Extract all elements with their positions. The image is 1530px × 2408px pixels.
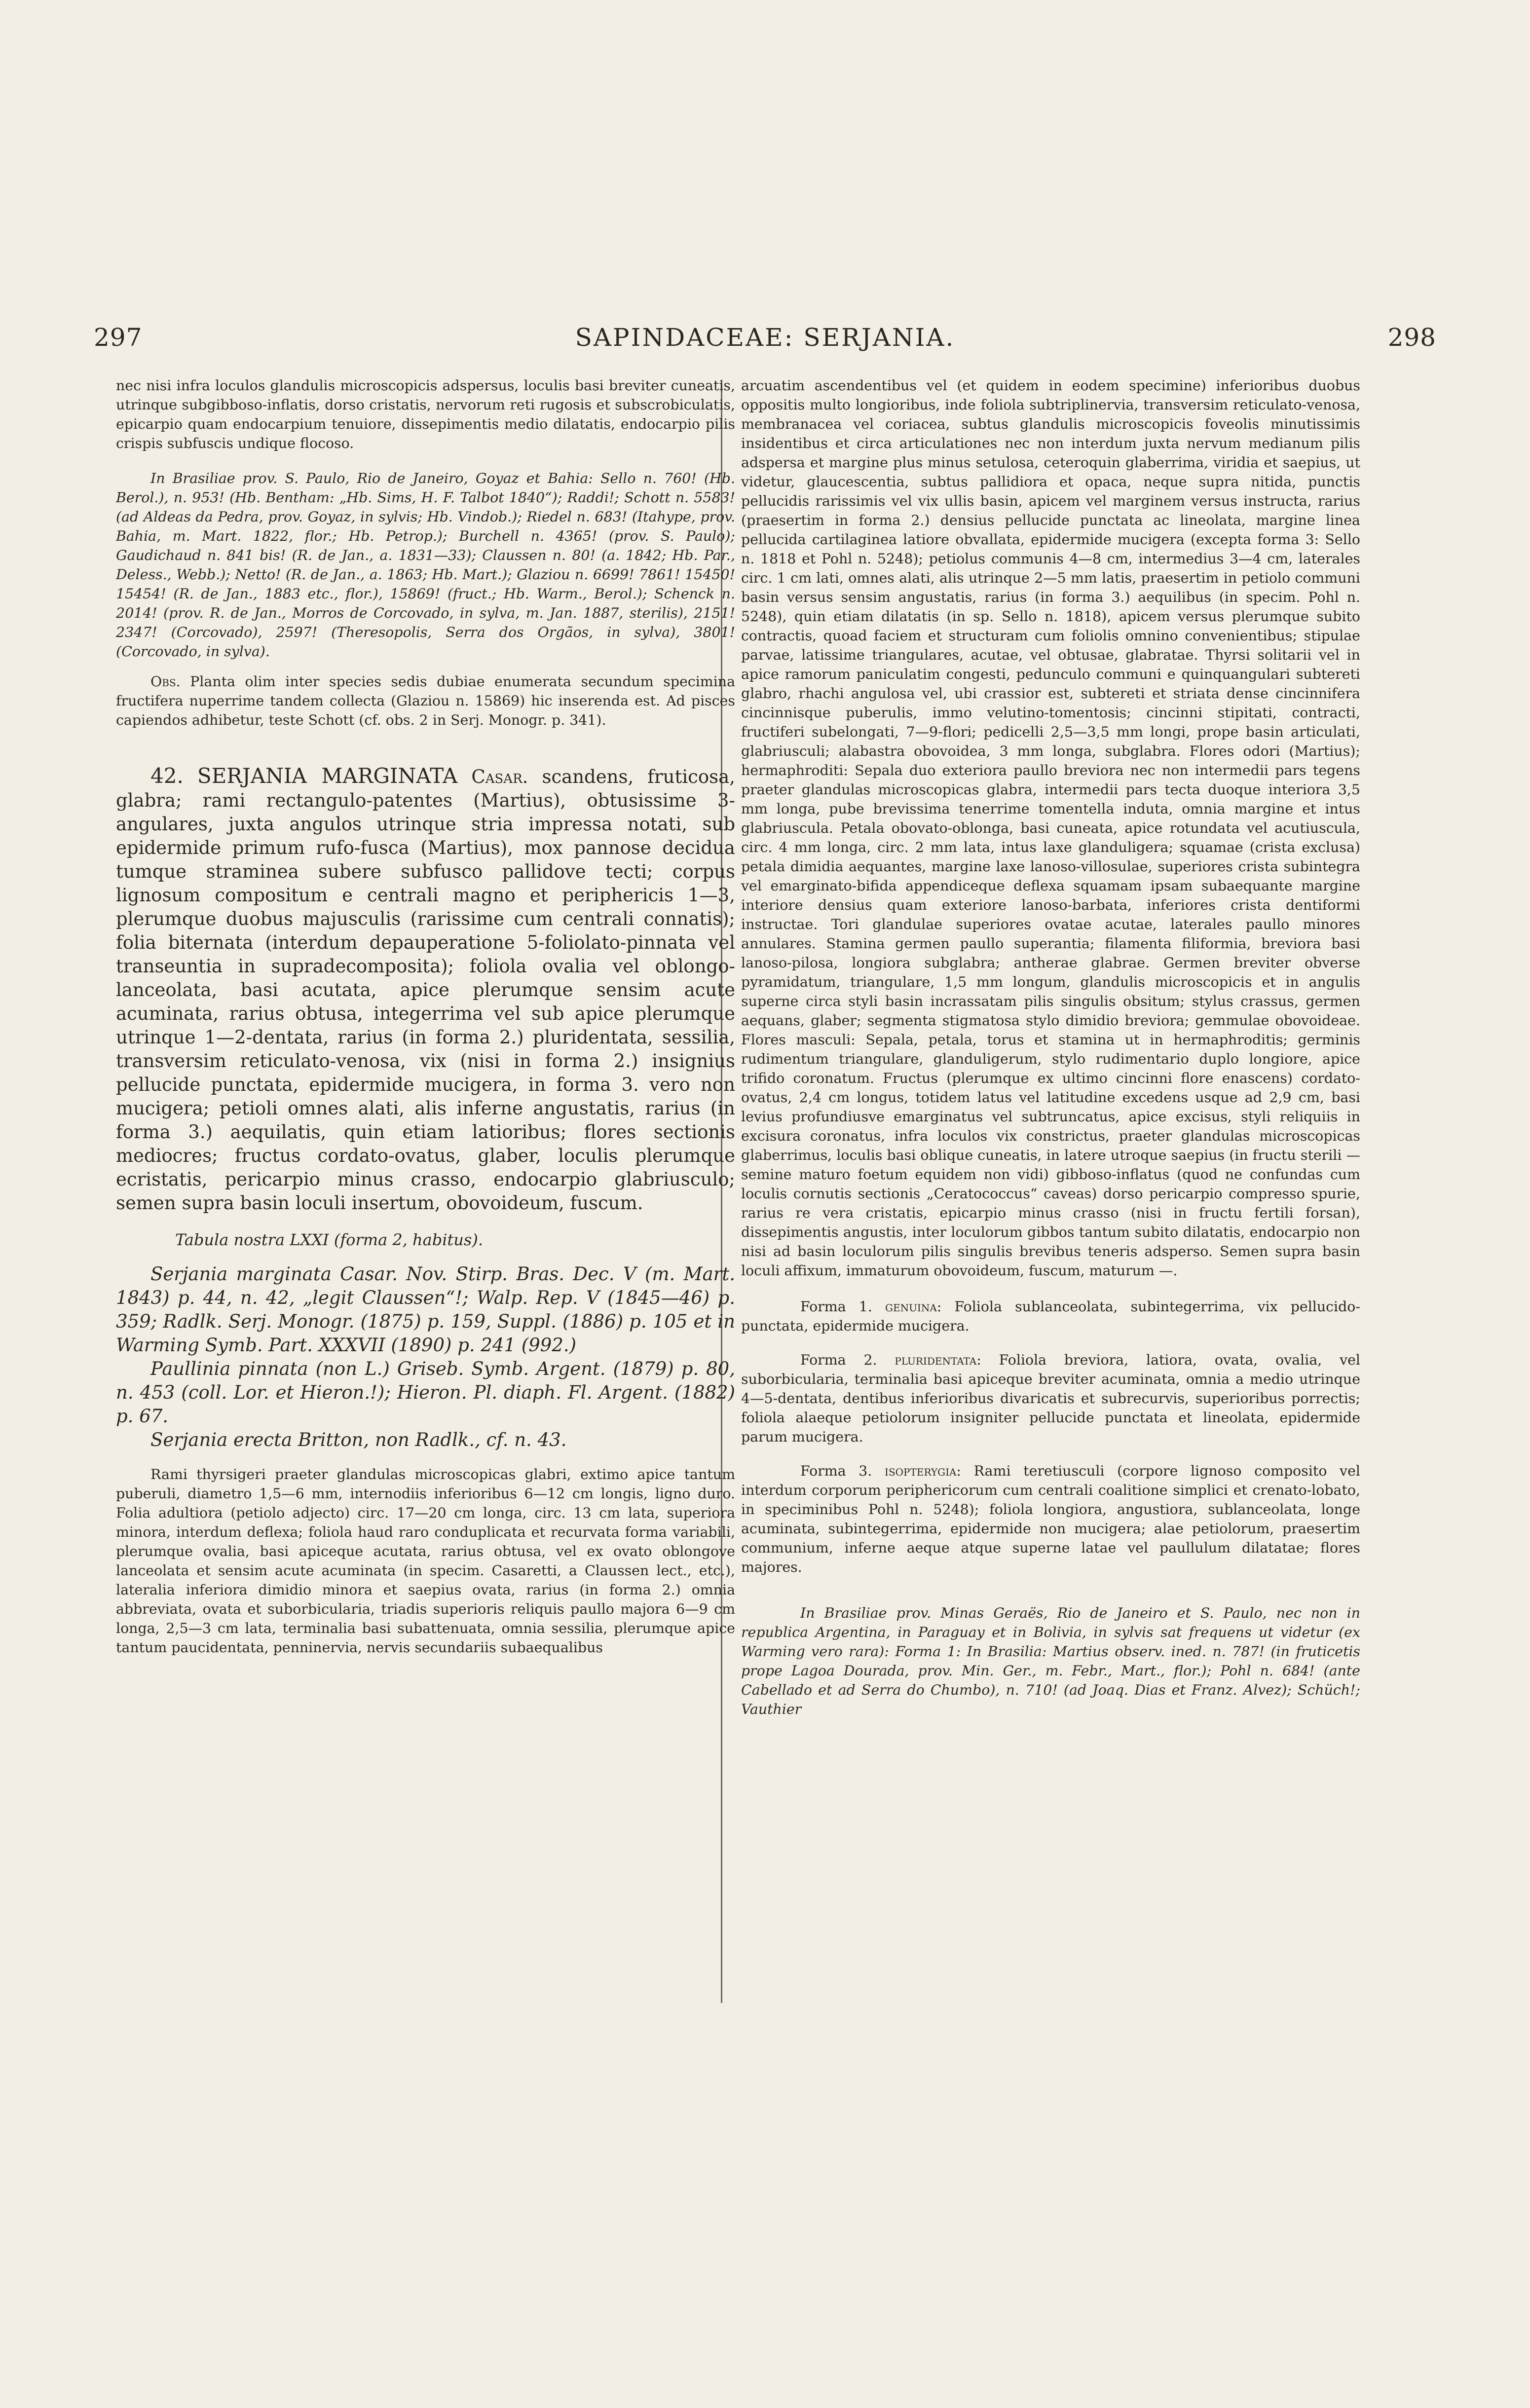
forma-2-name: pluridentata <box>895 1352 977 1368</box>
species-number: 42. <box>150 764 184 788</box>
forma-2-label: Forma 2. <box>800 1352 877 1368</box>
species-desc-text: scandens, fruticosa, glabra; rami rectangulo-patentes (Martius), obtusissime 3-angulares, juxta angulos utrinque stria impressa notati, sub epidermide primum rufo-fusca (Martius), mox pannose decidua tumque straminea subere subfusco pallidove tecti; corpus lignosum compositum e centrali magno et periphericis 1—3, plerumque duobus majusculis (rarissime cum centrali connatis); folia biternata (interdum depauperatione 5-foliolato-pinnata vel transeuntia in supradecomposita); foliola ovalia vel oblongo-lanceolata, basi acutata, apice plerumque sensim acute acuminata, rarius obtusa, integerrima vel sub apice plerumque utrinque 1—2-dentata, rarius (in forma 2.) pluridentata, sessilia, transversim reticulato-venosa, vix (nisi in forma 2.) insignius pellucide punctata, epidermide mucigera, in forma 3. vero non mucigera; petioli omnes alati, alis inferne angustatis, rarius (in forma 3.) aequilatis, quin etiam latioribus; flores sectionis mediocres; fructus cordato-ovatus, glaber, loculis plerumque ecristatis, pericarpio minus crasso, endocarpio glabriusculo; semen supra basin loculi insertum, obovoideum, fuscum. <box>116 766 735 1214</box>
specimen-list-previous: In Brasiliae prov. S. Paulo, Rio de Janeiro, Goyaz et Bahia: Sello n. 760! (Hb. Berol.), n. 953! (Hb. Bentham: „Hb. Sims, H. F. Talbot 1840“); Raddi!; Schott n. 5583! (ad Aldeas da Pedra, prov. Goyaz, in sylvis; Hb. Vindob.); Riedel n. 683! (Itahype, prov. Bahia, m. Mart. 1822, flor.; Hb. Petrop.); Burchell n. 4365! (prov. S. Paulo); Gaudichaud n. 841 bis! (R. de Jan., a. 1831—33); Claussen n. 80! (a. 1842; Hb. Par., Deless., Webb.); Netto! (R. de Jan., a. 1863; Hb. Mart.); Glaziou n. 6699! 7861! 15450! 15454! (R. de Jan., 1883 etc., flor.), 15869! (fruct.; Hb. Warm., Berol.); Schenck n. 2014! (prov. R. de Jan., Morros de Corcovado, in sylva, m. Jan. 1887, sterilis), 2151! 2347! (Corcovado), 2597! (Theresopolis, Serra dos Orgãos, in sylva), 3801! (Corcovado, in sylva). <box>116 470 735 660</box>
detailed-description: Rami thyrsigeri praeter glandulas microscopicas glabri, extimo apice tantum puberuli, diametro 1,5—6 mm, internodiis inferioribus 6—12 cm longis, ligno duro. Folia adultiora (petiolo adjecto) circ. 17—20 cm longa, circ. 13 cm lata, superiora minora, interdum deflexa; foliola haud raro conduplicata et recurvata forma variabili, plerumque ovalia, basi apiceque acutata, rarius obtusa, vel ex ovato oblongove lanceolata et sensim acute acuminata (in specim. Casaretti, a Claussen lect., etc.), lateralia inferiora dimidio minora et saepius ovata, rarius (in forma 2.) omnia abbreviata, ovata et suborbicularia, triadis superioris reliquis paullo majora 6—9 cm longa, 2,5—3 cm lata, terminalia basi subattenuata, omnia sessilia, plerumque apice tantum paucidentata, penninervia, nervis secundariis subaequalibus <box>116 1466 735 1656</box>
forma-1 <box>741 1297 1360 1335</box>
forma-3-name: isopterygia <box>885 1463 957 1479</box>
page-header <box>94 323 1436 353</box>
page-number-left: 297 <box>94 323 143 352</box>
species-description <box>116 764 735 1215</box>
right-column <box>741 376 1360 1719</box>
left-column <box>116 376 735 1657</box>
forma-3 <box>741 1461 1360 1577</box>
species-name: SERJANIA MARGINATA <box>197 764 458 788</box>
continued-description: nec nisi infra loculos glandulis microscopicis adspersus, loculis basi breviter cuneatis, utrinque subgibboso-inflatis, dorso cristatis, nervorum reti rugosis et subscrobiculatis, epicarpio quam endocarpium tenuiore, dissepimentis medio dilatatis, endocarpio pilis crispis subfuscis undique flocoso. <box>116 377 735 451</box>
forma-1-label: Forma 1. <box>800 1298 872 1315</box>
forma-1-name: genuina <box>885 1298 937 1315</box>
synonym-1: Serjania marginata Casar. Nov. Stirp. Bras. Dec. V (m. Mart. 1843) p. 44, n. 42, „legit Claussen“!; Walp. Rep. V (1845—46) p. 359; Radlk. Serj. Monogr. (1875) p. 159, Suppl. (1886) p. 105 et in Warming Symb. Part. XXXVII (1890) p. 241 (992.) <box>116 1263 735 1356</box>
obs-label: Obs. <box>150 673 181 690</box>
forma-2 <box>741 1350 1360 1446</box>
distribution-specimens: In Brasiliae prov. Minas Geraës, Rio de Janeiro et S. Paulo, nec non in republica Argentina, in Paraguay et in Bolivia, in sylvis sat frequens ut videtur (ex Warming vero rara): Forma 1: In Brasilia: Martius observ. ined. n. 787! (in fruticetis prope Lagoa Dourada, prov. Min. Ger., m. Febr., Mart., flor.); Pohl n. 684! (ante Cabellado et ad Serra do Chumbo), n. 710! (ad Joaq. Dias et Franz. Alvez); Schüch!; Vauthier <box>741 1605 1360 1717</box>
synonym-3: Serjania erecta Britton, non Radlk., cf. n. 43. <box>150 1429 567 1450</box>
obs-text: Planta olim inter species sedis dubiae enumerata secundum specimina fructifera nuperrime tandem collecta (Glaziou n. 15869) hic inserenda est. Ad pisces capiendos adhibetur, teste Schott (cf. obs. 2 in Serj. Monogr. p. 341). <box>116 673 735 728</box>
observation <box>116 672 735 730</box>
running-title: SAPINDACEAE: SERJANIA. <box>575 323 955 352</box>
description-continued: arcuatim ascendentibus vel (et quidem in eodem specimine) inferioribus duobus oppositis multo longioribus, inde foliola subtriplinervia, transversim reticulato-venosa, membranacea vel coriacea, subtus glandulis microscopicis foveolis minutissimis insidentibus et circa articulationes nec non interdum juxta nervum medianum pilis adspersa et margine plus minus setulosa, ceteroquin glaberrima, viridia et saepius, ut videtur, glaucescentia, subtus pallidiora et opaca, neque supra nitida, punctis pellucidis rarissimis vel vix ullis basin, apicem vel marginem versus instructa, rarius (praesertim in forma 2.) densius pellucide punctata ac lineolata, margine linea pellucida cartilaginea latiore obvallata, epidermide mucigera (excepta forma 3: Sello n. 1818 et Pohl n. 5248); petiolus communis 4—8 cm, intermedius 3—4 cm, laterales circ. 1 cm lati, omnes alati, alis utrinque 2—5 mm latis, praesertim in petiolo communi basin versus sensim angustatis, rarius (in forma 3.) aequilibus (in specim. Pohl n. 5248), quin etiam dilatatis (in sp. Sello n. 1818), apicem versus plerumque subito contractis, quoad faciem et structuram cum foliolis omnino convenientibus; stipulae parvae, latissime triangulares, acutae, vel obtusae, glabratae. Thyrsi solitarii vel in apice ramorum paniculatim congesti, pedunculo communi e quinquangulari subtereti glabro, rhachi angulosa vel, ubi crassior est, subtereti et striata dense cincinnifera cincinnisque puberulis, immo velutino-tomentosis; cincinni stipitati, contracti, fructiferi subelongati, 7—9-flori; pedicelli 2,5—3,5 mm longi, prope basin articulati, glabriusculi; alabastra obovoidea, 3 mm longa, subglabra. Flores odori (Martius); hermaphroditi: Sepala duo exteriora paullo breviora nec non intermedii pars tegens praeter glandulas microscopicas glabra, intermedii pars tecta duoque interiora 3,5 mm longa, pube brevissima tenerrime tomentella induta, omnia margine et intus glabriuscula. Petala obovato-oblonga, basi cuneata, apice rotundata vel acutiuscula, circ. 4 mm longa, circ. 2 mm lata, intus laxe glanduligera; squamae (crista exclusa) petala dimidia aequantes, margine laxe lanoso-villosulae, superiores crista subintegra vel emarginato-bifida appendiceque deflexa squamam ipsam subaequante margine interiore densius quam exteriore lanoso-barbata, inferiores crista dentiformi instructae. Tori glandulae superiores ovatae acutae, laterales paullo minores annulares. Stamina germen paullo superantia; filamenta filiformia, breviora basi lanoso-pilosa, longiora subglabra; antherae glabrae. Germen breviter obverse pyramidatum, triangulare, 1,5 mm longum, glandulis microscopicis et in angulis superne circa styli basin incrassatam pilis singulis obsitum; stylus crassus, germen aequans, glaber; segmenta stigmatosa stylo dimidio breviora; gemmulae obovoideae. Flores masculi: Sepala, petala, torus et stamina ut in hermaphroditis; germinis rudimentum triangulare, glanduligerum, stylo rudimentario duplo longiore, apice trifido coronatum. Fructus (plerumque ex ultimo cincinni flore enascens) cordato-ovatus, 2,4 cm longus, totidem latus vel latitudine excedens usque ad 2,9 cm, basi levius profundiusve emarginatus vel subtruncatus, apice excisus, styli reliquiis in excisura coronatus, infra loculos vix constrictus, praeter glandulas microscopicas glaberrimus, loculis basi oblique cuneatis, in latere utroque saepius (in fructu sterili — semine maturo foetum equidem non vidi) gibboso-inflatus (quod ne confundas cum loculis cornutis sectionis „Ceratococcus“ caveas) dorso pericarpio compresso spurie, rarius re vera cristatis, epicarpio minus crasso (nisi in fructu fertili forsan), dissepimentis angustis, inter loculorum gibbos tantum subito dilatatis, endocarpio non nisi ad basin loculorum pilis singulis brevibus teneris adsperso. Semen supra basin loculi affixum, immaturum obovoideum, fuscum, maturum —. <box>741 377 1360 1279</box>
forma-3-label: Forma 3. <box>800 1463 872 1479</box>
forma-3-text: : Rami teretiusculi (corpore lignoso composito vel interdum corporum periphericorum cum centrali coalitione simplici et crenato-lobato, in speciminibus Pohl n. 5248); foliola longiora, angustiora, sublanceolata, longe acuminata, subintegerrima, epidermide non mucigera; alae petiolorum, praesertim communium, inferne aeque atque superne latae vel paullulum dilatatae; flores majores. <box>741 1463 1360 1575</box>
synonym-2: Paullinia pinnata (non L.) Griseb. Symb. Argent. (1879) p. 80, n. 453 (coll. Lor. et Hieron.!); Hieron. Pl. diaph. Fl. Argent. (1882) p. 67. <box>116 1358 735 1427</box>
species-author: Casar. <box>471 766 528 787</box>
tabula-reference: Tabula nostra LXXI (forma 2, habitus). <box>175 1230 483 1249</box>
forma-2-text: : Foliola breviora, latiora, ovata, ovalia, vel suborbicularia, terminalia basi apiceque breviter acuminata, omnia a medio utrinque 4—5-dentata, dentibus inferioribus divaricatis et subrecurvis, superioribus porrectis; foliola alaeque petiolorum insigniter pellucide punctata et lineolata, epidermide parum mucigera. <box>741 1352 1360 1445</box>
page-number-right: 298 <box>1387 323 1436 352</box>
forma-1-text: : Foliola sublanceolata, subintegerrima, vix pellucido-punctata, epidermide mucigera. <box>741 1298 1360 1334</box>
